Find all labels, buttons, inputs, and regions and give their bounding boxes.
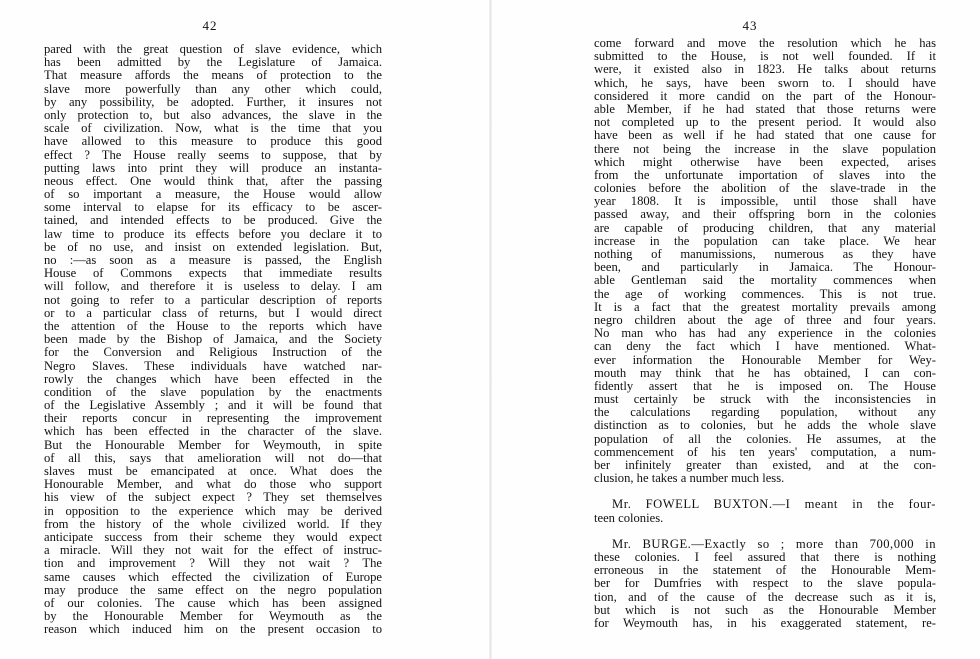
text-line: their reports concur in representing the improvement: [44, 411, 382, 426]
text-line: colonies before the abolition of the slave-trade in the: [594, 181, 936, 196]
text-line: But the Honourable Member for Weymouth, in spite: [44, 437, 382, 452]
text-line: same causes which effected the civilization of Europe: [44, 569, 382, 584]
text-line: his view of the subject expect ? They set themselves: [44, 490, 382, 505]
text-line: effect ? The House really seems to suppose, that by: [44, 147, 382, 162]
text-line: by any possibility, be adopted. Further, it insures not: [44, 94, 382, 109]
text-line: must certainly be struck with the inconsistencies in: [594, 392, 936, 407]
text-line: in opposition to the experience which may be derived: [44, 503, 382, 518]
text-line: which, he says, have been sworn to. I should have: [594, 75, 936, 90]
text-line: these colonies. I feel assured that there is nothing: [594, 549, 936, 564]
text-line: a miracle. Will they not wait for the effect of instruc-: [44, 543, 382, 558]
text-line: tained, and intended effects to be produced. Give the: [44, 213, 382, 228]
text-line: has been admitted by the Legislature of Jamaica.: [44, 55, 382, 70]
text-line: year 1808. It is impossible, until those shall have: [594, 194, 936, 209]
text-line: by the Honourable Member for Weymouth as the: [44, 609, 382, 624]
text-line: able Gentleman said the mortality commences when: [594, 273, 936, 288]
text-line: No man who has had any experience in the colonies: [594, 326, 936, 341]
text-line: from the history of the whole civilized world. If they: [44, 516, 382, 531]
text-line: It is a fact that the greatest mortality prevails among: [594, 299, 936, 314]
text-line: from the unfortunate importation of slaves into the: [594, 167, 936, 182]
text-line: have been as well if he had stated that one cause for: [594, 128, 936, 143]
text-line: will follow, and therefore it is useless to delay. I am: [44, 279, 382, 294]
text-line: Mr. BURGE.—Exactly so ; more than 700,000 in: [612, 536, 936, 551]
text-line: were, it existed also in 1823. He talks about returns: [594, 62, 936, 77]
paragraph-spacer: [594, 525, 936, 538]
text-line: or to a particular class of returns, but I would direct: [44, 305, 382, 320]
text-line: commencement of his ten years' computation, a num-: [594, 444, 936, 459]
text-line: some interval to elapse for its efficacy to be ascer-: [44, 200, 382, 215]
text-line: only protection to, but also advances, the slave in the: [44, 107, 382, 122]
text-line: may produce the same effect on the negro population: [44, 582, 382, 597]
text-line: come forward and move the resolution which he has: [594, 36, 936, 50]
text-line: reason which induced him on the present occasion to: [44, 622, 382, 637]
text-line: of all this, says that amelioration will not do—that: [44, 450, 382, 465]
text-line: been, and particularly in Jamaica. The Honour-: [594, 260, 936, 275]
text-line: of our colonies. The cause which has been assigned: [44, 595, 382, 610]
speaker-paragraph: [594, 498, 936, 524]
text-line: Honourable Member, and what do those who support: [44, 477, 382, 492]
text-line: slave more powerfully than any other which could,: [44, 81, 382, 96]
text-line: not completed up to the present period. It would also: [594, 115, 936, 130]
text-line: mouth may think that he has obtained, I can con-: [594, 365, 936, 380]
text-line: for the Conversion and Religious Instruction of the: [44, 345, 382, 360]
text-line: submitted to the House, is not well founded. If it: [594, 49, 936, 64]
text-line: ber infinitely greater than existed, and at the con-: [594, 458, 936, 472]
text-line: increase in the population can take place. We hear: [594, 233, 936, 248]
text-line: neous effect. One would think that, after the passing: [44, 173, 382, 188]
text-line: scale of civilization. Now, what is the time that you: [44, 121, 382, 136]
text-line: for Weymouth has, in his exaggerated statement, re-: [594, 615, 936, 630]
text-line: nothing of manumissions, numerous as they have: [594, 247, 936, 261]
text-line: been made by the Bishop of Jamaica, and the Society: [44, 332, 382, 347]
text-line: of so important a measure, the House would allow: [44, 187, 382, 202]
text-line: fidently assert that he is imposed on. The House: [594, 378, 936, 393]
text-line: which has been effected in the character of the slave.: [44, 424, 382, 439]
text-line: no :—as soon as a measure is passed, the English: [44, 253, 382, 267]
text-line: negro children about the age of three and four years.: [594, 312, 936, 327]
text-line: can deny the fact which I have mentioned. What-: [594, 339, 936, 354]
text-line: passed away, and their offspring born in the colonies: [594, 207, 936, 222]
paragraph: [594, 37, 936, 485]
text-line: distinction as to colonies, but he adds the whole slave: [594, 418, 936, 433]
right-page: [492, 0, 980, 659]
speaker-paragraph: [594, 538, 936, 630]
text-line: teen colonies.: [594, 510, 664, 525]
text-line: considered it more candid on the part of the Honour-: [594, 88, 936, 103]
text-line: Mr. FOWELL BUXTON.—I meant in the four-: [612, 497, 936, 512]
text-line: the calculations regarding population, without any: [594, 405, 936, 420]
text-line: which might otherwise have been expected, arises: [594, 154, 936, 169]
text-line: condition of the slave population by the enactments: [44, 384, 382, 399]
text-line: are capable of producing children, that any material: [594, 220, 936, 235]
page-number: 43: [742, 18, 758, 33]
text-line: law time to produce its effects before you declare it to: [44, 226, 382, 241]
body-text: [594, 37, 936, 630]
text-line: tion and improvement ? Will they not wait ? The: [44, 556, 382, 571]
page-number: 42: [202, 18, 218, 33]
text-line: the age of working commences. This is not true.: [594, 286, 936, 301]
text-line: rowly the changes which have been effected in the: [44, 371, 382, 386]
text-line: putting laws into print they will produce an instanta-: [44, 160, 382, 175]
body-text: [44, 43, 382, 636]
text-line: be of no use, and insist on extended legislation. But,: [44, 239, 382, 254]
text-line: slaves must be emancipated at once. What does the: [44, 464, 382, 478]
text-line: ber for Dumfries with respect to the slave popula-: [594, 576, 936, 591]
text-line: clusion, he takes a number much less.: [594, 471, 785, 486]
text-line: the attention of the House to the reports which have: [44, 318, 382, 333]
text-line: there not being the increase in the slave population: [594, 141, 936, 156]
text-line: of the Legislative Assembly ; and it will be found that: [44, 398, 382, 413]
text-line: have allowed to this measure to produce this good: [44, 134, 382, 149]
text-line: Negro Slaves. These individuals have watched nar-: [44, 358, 382, 373]
text-line: anticipate success from their scheme they would expect: [44, 529, 382, 544]
text-line: House of Commons expects that immediate results: [44, 266, 382, 281]
text-line: not going to refer to a particular description of reports: [44, 292, 382, 307]
text-line: pared with the great question of slave evidence, which: [44, 42, 382, 56]
text-line: ever information the Honourable Member for Wey-: [594, 352, 936, 367]
text-line: erroneous in the statement of the Honourable Mem-: [594, 563, 936, 578]
text-line: population of all the colonies. He assumes, at the: [594, 431, 936, 446]
text-line: able Member, if he had stated that those returns were: [594, 101, 936, 116]
text-line: but which is not such as the Honourable Member: [594, 602, 936, 617]
text-line: That measure affords the means of protection to the: [44, 68, 382, 83]
text-line: tion, and of the cause of the decrease such as it is,: [594, 589, 936, 604]
